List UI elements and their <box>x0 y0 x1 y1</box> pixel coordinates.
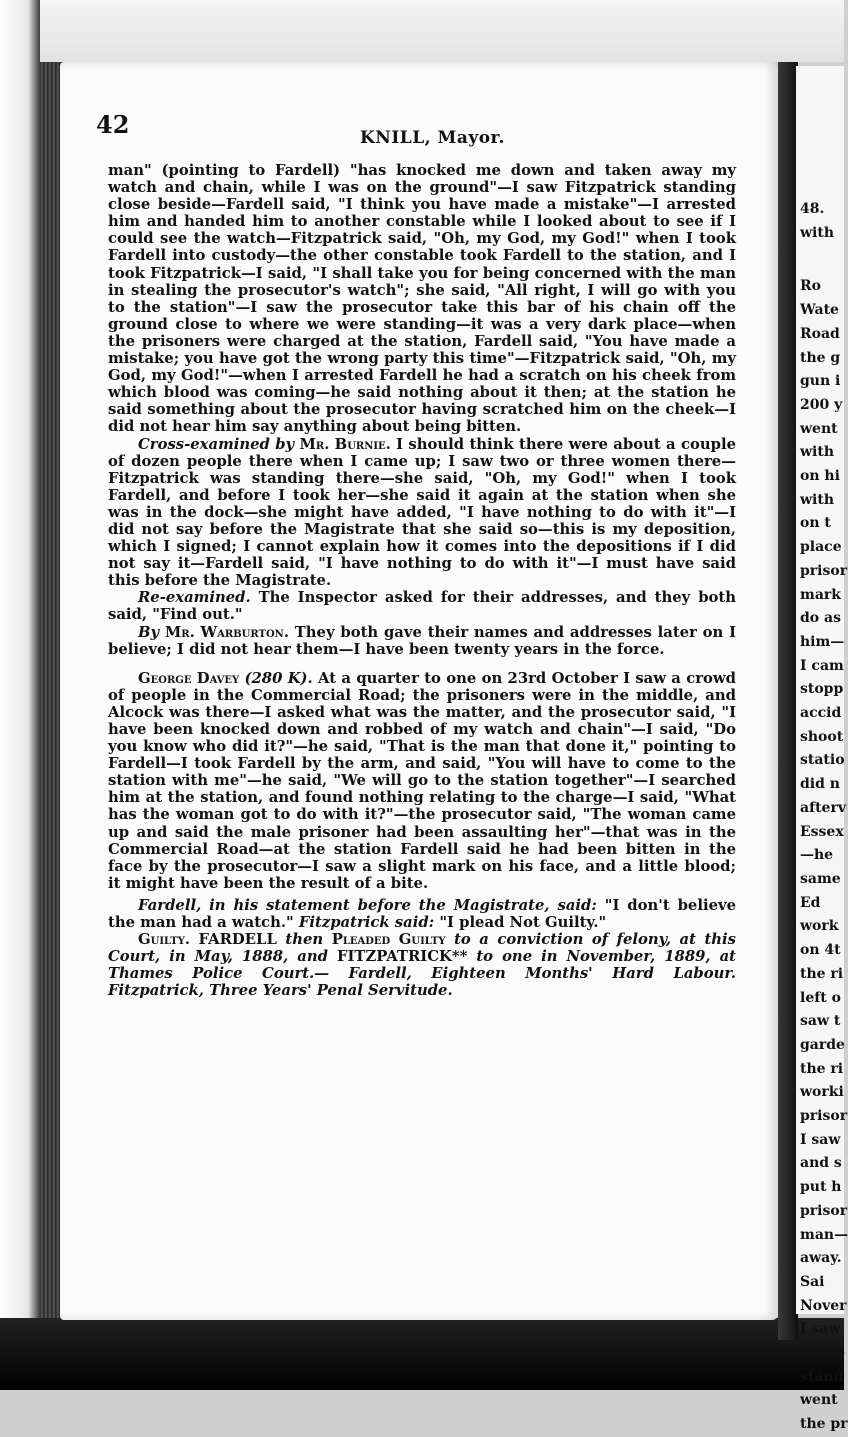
facing-page-line-14: do as <box>800 610 841 627</box>
facing-page-line-21: did n <box>800 776 840 793</box>
verdict-then: then <box>285 931 324 949</box>
by-label: By <box>138 623 160 641</box>
witness-name-davey: George Davey <box>138 669 240 687</box>
facing-page-line-43: Nover <box>800 1297 847 1314</box>
facing-page-fragment <box>796 66 848 1433</box>
verdict-fitzpatrick-name: FITZPATRICK** <box>337 948 468 966</box>
facing-page-line-3: the g <box>800 349 841 366</box>
facing-page-line-12: prisor <box>800 562 848 579</box>
facing-page-line-11: place <box>800 539 842 556</box>
facing-page-line-19: shoot <box>800 728 844 745</box>
facing-page-line-28: on 4t <box>800 942 841 959</box>
running-head: KNILL, Mayor. <box>360 128 505 148</box>
scan-background-left <box>0 0 40 1390</box>
warburton-text: They both gave their names and addresses later on I believe; I did not hear them—I have been twenty years in the force. <box>108 623 736 658</box>
facing-page-line-26: Ed <box>800 894 821 911</box>
paragraph-testimony: man" (pointing to Fardell) "has knocked me down and taken away my watch and chain, while I was on the ground"—I saw Fitzpatrick standing close beside—Fardell said, "I think you have made a mistake"—I arrested him and handed him to another constable while I looked about to see if I could see the watch—Fitzpatrick said, "Oh, my God, my God!" when I took Fardell into custody—the other constable took Fardell to the station, and I took Fitzpatrick—I said, "I shall take you for being concerned with the man in stealing the prosecutor's watch"; she said, "All right, I will go with you to the station"—I saw the prosecutor take this bar of his chain off the ground close to where we were standing—it was a very dark place—when the prisoners were charged at the station, Fardell said, "You have made a mistake; you have got the wrong party this time"—Fitzpatrick said, "Oh, my God, my God!"—when I arrested Fardell he had a scratch on his cheek from which blood was coming—he said nothing about it then; at the station he said something about the prosecutor having scratched him on the cheek—I did not hear him say anything about being bitten. <box>108 162 736 436</box>
re-examined-label: Re-examined. <box>138 589 251 607</box>
witness-badge-davey: (280 K). <box>244 669 313 687</box>
facing-page-line-46: stand <box>800 1368 844 1385</box>
facing-page-top-lines <box>796 198 844 245</box>
re-examination-text: The Inspector asked for their addresses, and they both said, "Find out." <box>108 589 736 624</box>
cross-examined-label: Cross-examined by <box>138 435 295 453</box>
facing-page-line-18: accid <box>800 705 842 722</box>
fardell-statement-lead: Fardell, in his statement before the Magistrate, said: <box>138 896 597 914</box>
verdict-guilty: Guilty. <box>138 931 190 949</box>
facing-page-line-44: I saw <box>800 1321 841 1338</box>
facing-page-line-20: statio <box>800 752 845 769</box>
book-bottom-edge <box>0 1318 844 1390</box>
facing-page-top-line-0: 48. <box>800 201 825 217</box>
paragraph-cross-examination <box>108 436 736 590</box>
facing-page-line-9: with <box>800 491 835 508</box>
facing-page-line-39: prisor <box>800 1202 848 1219</box>
facing-page-line-5: 200 y <box>800 396 843 413</box>
verdict-fardell-name: FARDELL <box>198 931 277 949</box>
book-gutter <box>778 62 798 1340</box>
facing-page-line-23: Essex <box>800 823 844 840</box>
facing-page-line-15: him— <box>800 633 845 650</box>
verdict-pleaded-guilty: Pleaded Guilty <box>331 931 446 949</box>
fitzpatrick-statement-lead: Fitzpatrick said: <box>298 914 435 932</box>
facing-page-top-line-1: with <box>800 224 835 241</box>
facing-page-line-41: away. <box>800 1250 842 1267</box>
facing-page-line-38: put h <box>800 1179 842 1196</box>
facing-page-line-25: same <box>800 870 841 887</box>
fitzpatrick-statement-quote: "I plead Not Guilty." <box>439 914 607 932</box>
facing-page-line-34: worki <box>800 1084 844 1101</box>
cross-examination-text: I should think there were about a couple of dozen people there when I came up; I saw two or three women there—Fitzpatrick was standing there—she said, "Oh, my God!" when I took Fardell, and before I took her—she said it again at the station when she was in the dock—she might have added, "I have nothing to do with it"—I did not say before the Magistrate that she said so—this is my deposition, which I signed; I cannot explain how it comes into the depositions if I did not say it—Fardell said, "I have nothing to do with it"—I must have said this before the Magistrate. <box>108 435 736 590</box>
page-number: 42 <box>96 110 130 139</box>
facing-page-line-31: saw t <box>800 1013 841 1030</box>
facing-page-line-4: gun i <box>800 373 841 390</box>
facing-page-line-37: and s <box>800 1155 842 1172</box>
facing-page-line-47: went <box>800 1392 838 1409</box>
paragraph-warburton <box>108 624 736 658</box>
facing-page-line-48: the pr <box>800 1416 848 1433</box>
facing-page-line-32: garde <box>800 1036 845 1053</box>
paragraph-george-davey <box>108 670 736 892</box>
facing-page-line-35: prisor <box>800 1108 848 1125</box>
davey-testimony: At a quarter to one on 23rd October I saw a crowd of people in the Commercial Road; the prisoners were in the middle, and Alcock was there—I asked what was the matter, and the prosecutor said, "I have been knocked down and robbed of my watch and chain"—I said, "Do you know who did it?"—he said, "That is the man that done it," pointing to Fardell—I took Fardell by the arm, and said, "You will have to come to the station with me"—he said, "We will go to the station together"—I searched him at the station, and found nothing relating to the charge—I said, "What has the woman got to do with it?"—the prosecutor said, "The woman came up and said the male prisoner had been assaulting her"—that was in the Commercial Road—at the station Fardell said he had been bitten in the face by the prosecutor—I saw a slight mark on his face, and a little blood; it might have been the result of a bite. <box>108 669 736 892</box>
facing-page-lines <box>796 275 848 1436</box>
main-text-column <box>108 162 736 1000</box>
facing-page-line-1: Wate <box>800 302 839 319</box>
facing-page-line-0: Ro <box>800 278 821 295</box>
facing-page-line-36: I saw <box>800 1131 841 1148</box>
verdict-conviction-1: to a conviction of felony, at this Court, in May, 1888, and <box>108 931 737 966</box>
facing-page-line-13: mark <box>800 586 841 603</box>
facing-page-line-6: went <box>800 420 838 437</box>
facing-page-line-40: man— <box>800 1226 848 1243</box>
facing-page-line-27: work <box>800 918 839 935</box>
paragraph-re-examination <box>108 589 736 623</box>
counsel-name-warburton: Mr. Warburton. <box>164 623 289 641</box>
scan-background-top <box>0 0 844 62</box>
facing-page-line-17: stopp <box>800 681 844 698</box>
facing-page-line-42: Sai <box>800 1273 825 1290</box>
facing-page-line-2: Road <box>800 325 840 342</box>
facing-page-line-24: —he <box>800 847 834 864</box>
facing-page-line-30: left o <box>800 989 841 1006</box>
facing-page-line-16: I cam <box>800 657 844 674</box>
facing-page-line-7: with <box>800 444 835 461</box>
facing-page-line-45: garde <box>800 1345 845 1362</box>
paragraph-statements <box>108 897 736 931</box>
counsel-name-burnie: Mr. Burnie. <box>299 435 391 453</box>
paragraph-verdict <box>108 931 736 999</box>
fardell-statement-quote: "I don't believe the man had a watch." <box>108 896 736 932</box>
facing-page-line-22: afterv <box>800 799 846 816</box>
verdict-sentences: to one in November, 1889, at Thames Police Court.— Fardell, Eighteen Months' Hard Labour. Fitzpatrick, Three Years' Penal Servitude. <box>108 948 737 1000</box>
facing-page-line-33: the ri <box>800 1060 844 1077</box>
facing-page-line-8: on hi <box>800 468 840 485</box>
facing-page-line-10: on t <box>800 515 831 532</box>
facing-page-line-29: the ri <box>800 965 844 982</box>
